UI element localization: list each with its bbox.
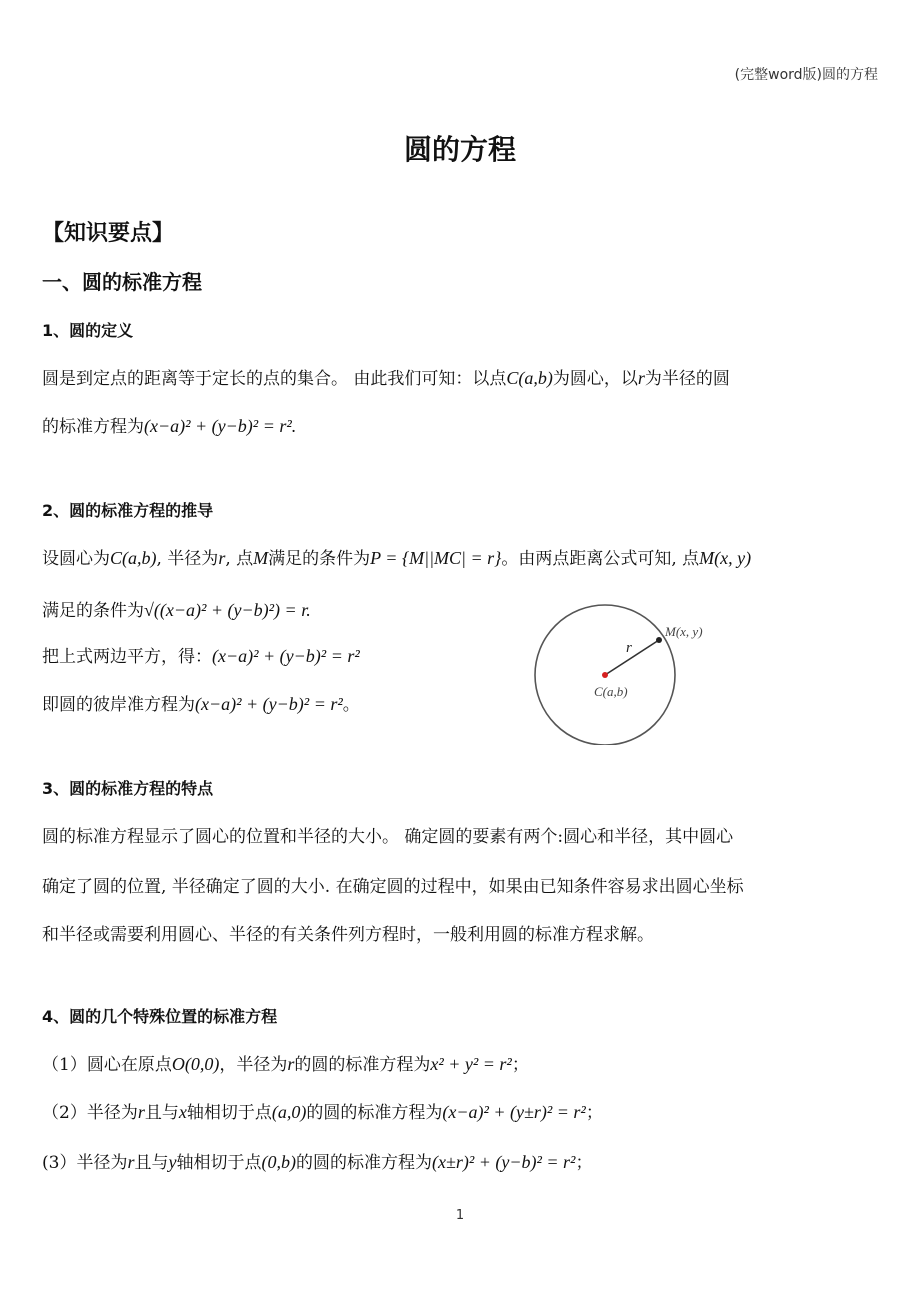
text: 设圆心为 xyxy=(42,549,110,569)
features-line-3: 和半径或需要利用圆心、半径的有关条件列方程时，一般利用圆的标准方程求解。 xyxy=(42,925,654,945)
text: （2）半径为 xyxy=(42,1103,138,1123)
derivation-line-4 xyxy=(42,690,360,715)
math: (a,0) xyxy=(271,1102,307,1122)
math: √((x−a)² + (y−b)²) = r. xyxy=(144,600,311,620)
text: , 点 xyxy=(225,549,254,569)
text: (3）半径为 xyxy=(42,1153,128,1173)
definition-line-2 xyxy=(42,412,296,437)
text: 且与 xyxy=(134,1153,169,1173)
special-item-2 xyxy=(42,1098,603,1123)
subheading-special-positions: 4、圆的几个特殊位置的标准方程 xyxy=(42,1007,278,1026)
text: ； xyxy=(585,1103,603,1123)
math: (x±r)² + (y−b)² = r² xyxy=(431,1152,576,1172)
radius-line xyxy=(605,640,659,675)
text: 的圆的标准方程为 xyxy=(306,1103,443,1123)
math: C(a,b) xyxy=(110,548,157,568)
text: 的圆的标准方程为 xyxy=(295,1153,432,1173)
text: 的标准方程为 xyxy=(42,417,144,437)
math: M xyxy=(253,548,269,568)
math: (x−a)² + (y−b)² = r². xyxy=(144,416,297,436)
text: 满足的条件为 xyxy=(268,549,371,569)
math: x² + y² = r² xyxy=(430,1054,512,1074)
math: (x−a)² + (y−b)² = r² xyxy=(212,646,360,666)
text: 为圆心，以 xyxy=(552,369,638,389)
circle-point xyxy=(656,637,662,643)
math: (0,b) xyxy=(261,1152,296,1172)
text: 。由两点距离公式可知, 点 xyxy=(501,549,700,569)
circle-figure xyxy=(528,600,728,745)
center-point xyxy=(602,672,608,678)
text: 轴相切于点 xyxy=(186,1103,272,1123)
page-number: 1 xyxy=(455,1208,465,1223)
knowledge-heading: 【知识要点】 xyxy=(42,221,175,246)
math: O(0,0) xyxy=(171,1054,220,1074)
subheading-derivation: 2、圆的标准方程的推导 xyxy=(42,501,214,520)
special-item-3 xyxy=(42,1148,592,1173)
text: 且与 xyxy=(144,1103,179,1123)
text: ； xyxy=(511,1055,529,1075)
features-line-1: 圆的标准方程显示了圆心的位置和半径的大小。 确定圆的要素有两个:圆心和半径，其中圆心 xyxy=(42,827,734,847)
section-heading-1: 一、圆的标准方程 xyxy=(42,270,202,294)
math: (x−a)² + (y±r)² = r² xyxy=(442,1102,586,1122)
math: C(a,b) xyxy=(506,368,553,388)
text: 即圆的彼岸准方程为 xyxy=(42,695,195,715)
subheading-definition: 1、圆的定义 xyxy=(42,321,134,340)
derivation-line-2 xyxy=(42,596,311,621)
text: 把上式两边平方，得： xyxy=(42,647,212,667)
features-line-2: 确定了圆的位置, 半径确定了圆的大小. 在确定圆的过程中，如果由已知条件容易求出圆心坐标 xyxy=(42,877,744,897)
math: r xyxy=(137,1102,145,1122)
text: 为半径的圆 xyxy=(644,369,730,389)
math: r xyxy=(218,548,226,568)
derivation-line-1 xyxy=(42,544,751,569)
math: r xyxy=(287,1054,295,1074)
math: (x−a)² + (y−b)² = r² xyxy=(195,694,343,714)
definition-line-1 xyxy=(42,364,730,389)
point-label: M(x, y) xyxy=(665,624,703,639)
math: x xyxy=(178,1102,187,1122)
text: 满足的条件为 xyxy=(42,601,144,621)
special-item-1 xyxy=(42,1050,529,1075)
text: , 半径为 xyxy=(156,549,219,569)
math: r xyxy=(127,1152,135,1172)
text: ； xyxy=(575,1153,593,1173)
subheading-features: 3、圆的标准方程的特点 xyxy=(42,779,214,798)
math: M(x, y) xyxy=(699,548,752,568)
math: y xyxy=(168,1152,177,1172)
math: r xyxy=(637,368,645,388)
text: 。 xyxy=(342,695,360,715)
text: ，半径为 xyxy=(219,1055,288,1075)
text: 的圆的标准方程为 xyxy=(294,1055,431,1075)
page-header: (完整word版)圆的方程 xyxy=(734,67,878,83)
text: 圆是到定点的距离等于定长的点的集合。 由此我们可知：以点 xyxy=(42,369,507,389)
center-label: C(a,b) xyxy=(594,684,628,699)
text: 轴相切于点 xyxy=(176,1153,262,1173)
text: （1）圆心在原点 xyxy=(42,1055,172,1075)
math: P = {M||MC| = r} xyxy=(370,548,502,568)
page-title: 圆的方程 xyxy=(403,133,516,166)
radius-label: r xyxy=(626,640,632,656)
derivation-line-3 xyxy=(42,642,360,667)
